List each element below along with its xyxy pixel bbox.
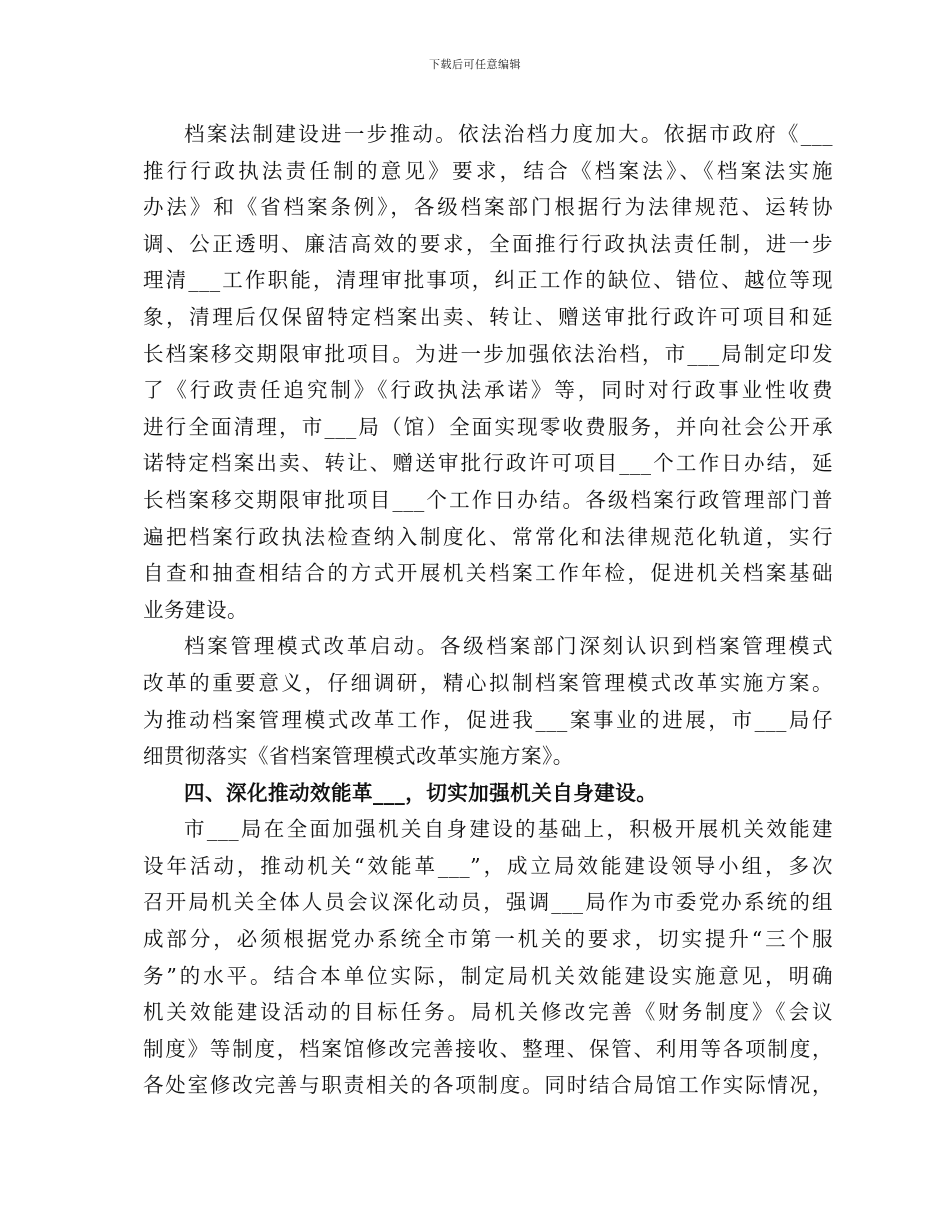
text-line: 象，清理后仅保留特定档案出卖、转让、赠送审批行政许可项目和延	[143, 304, 833, 329]
text-line: 办法》和《省档案条例》，各级档案部门根据行为法律规范、运转协	[143, 195, 833, 220]
page-header: 下载后可任意编辑	[429, 58, 521, 71]
section-heading: 四、深化推动效能革___，切实加强机关自身建设。	[184, 780, 658, 805]
text-line: 各处室修改完善与职责相关的各项制度。同时结合局馆工作实际情况，	[143, 1073, 833, 1098]
text-line: 自查和抽查相结合的方式开展机关档案工作年检，促进机关档案基础	[143, 561, 833, 586]
text-line: 档案管理模式改革启动。各级档案部门深刻认识到档案管理模式	[184, 634, 833, 659]
text-line: 推行行政执法责任制的意见》要求，结合《档案法》、《档案法实施	[143, 158, 833, 183]
text-line: 诺特定档案出卖、转让、赠送审批行政许可项目___个工作日办结，延	[143, 451, 833, 476]
text-line: 改革的重要意义，仔细调研，精心拟制档案管理模式改革实施方案。	[143, 670, 833, 695]
text-line: 档案法制建设进一步推动。依法治档力度加大。依据市政府《___	[184, 122, 833, 146]
text-line: 遍把档案行政执法检查纳入制度化、常常化和法律规范化轨道，实行	[143, 524, 833, 549]
text-line: 了《行政责任追究制》《行政执法承诺》等，同时对行政事业性收费	[143, 378, 833, 403]
text-line: 设年活动，推动机关“效能革___”，成立局效能建设领导小组，多次	[143, 853, 833, 878]
text-line: 进行全面清理，市___局（馆）全面实现零收费服务，并向社会公开承	[143, 414, 833, 439]
text-line: 为推动档案管理模式改革工作，促进我___案事业的进展，市___局仔	[143, 707, 833, 732]
text-line: 长档案移交期限审批项目。为进一步加强依法治档，市___局制定印发	[143, 341, 833, 366]
text-line: 机关效能建设活动的目标任务。局机关修改完善《财务制度》《会议	[143, 1000, 833, 1025]
text-line: 业务建设。	[143, 597, 248, 622]
text-line: 制度》等制度，档案馆修改完善接收、整理、保管、利用等各项制度，	[143, 1036, 833, 1061]
text-line: 理清___工作职能，清理审批事项，纠正工作的缺位、错位、越位等现	[143, 268, 833, 293]
text-line: 细贯彻落实《省档案管理模式改革实施方案》。	[143, 744, 574, 769]
text-line: 市___局在全面加强机关自身建设的基础上，积极开展机关效能建	[184, 817, 833, 842]
text-line: 召开局机关全体人员会议深化动员，强调___局作为市委党办系统的组	[143, 890, 833, 915]
text-line: 成部分，必须根据党办系统全市第一机关的要求，切实提升“三个服	[143, 927, 833, 952]
text-line: 调、公正透明、廉洁高效的要求，全面推行行政执法责任制，进一步	[143, 231, 833, 256]
text-line: 务”的水平。结合本单位实际，制定局机关效能建设实施意见，明确	[143, 963, 833, 988]
text-line: 长档案移交期限审批项目___个工作日办结。各级档案行政管理部门普	[143, 487, 833, 512]
document-body	[143, 116, 833, 1104]
